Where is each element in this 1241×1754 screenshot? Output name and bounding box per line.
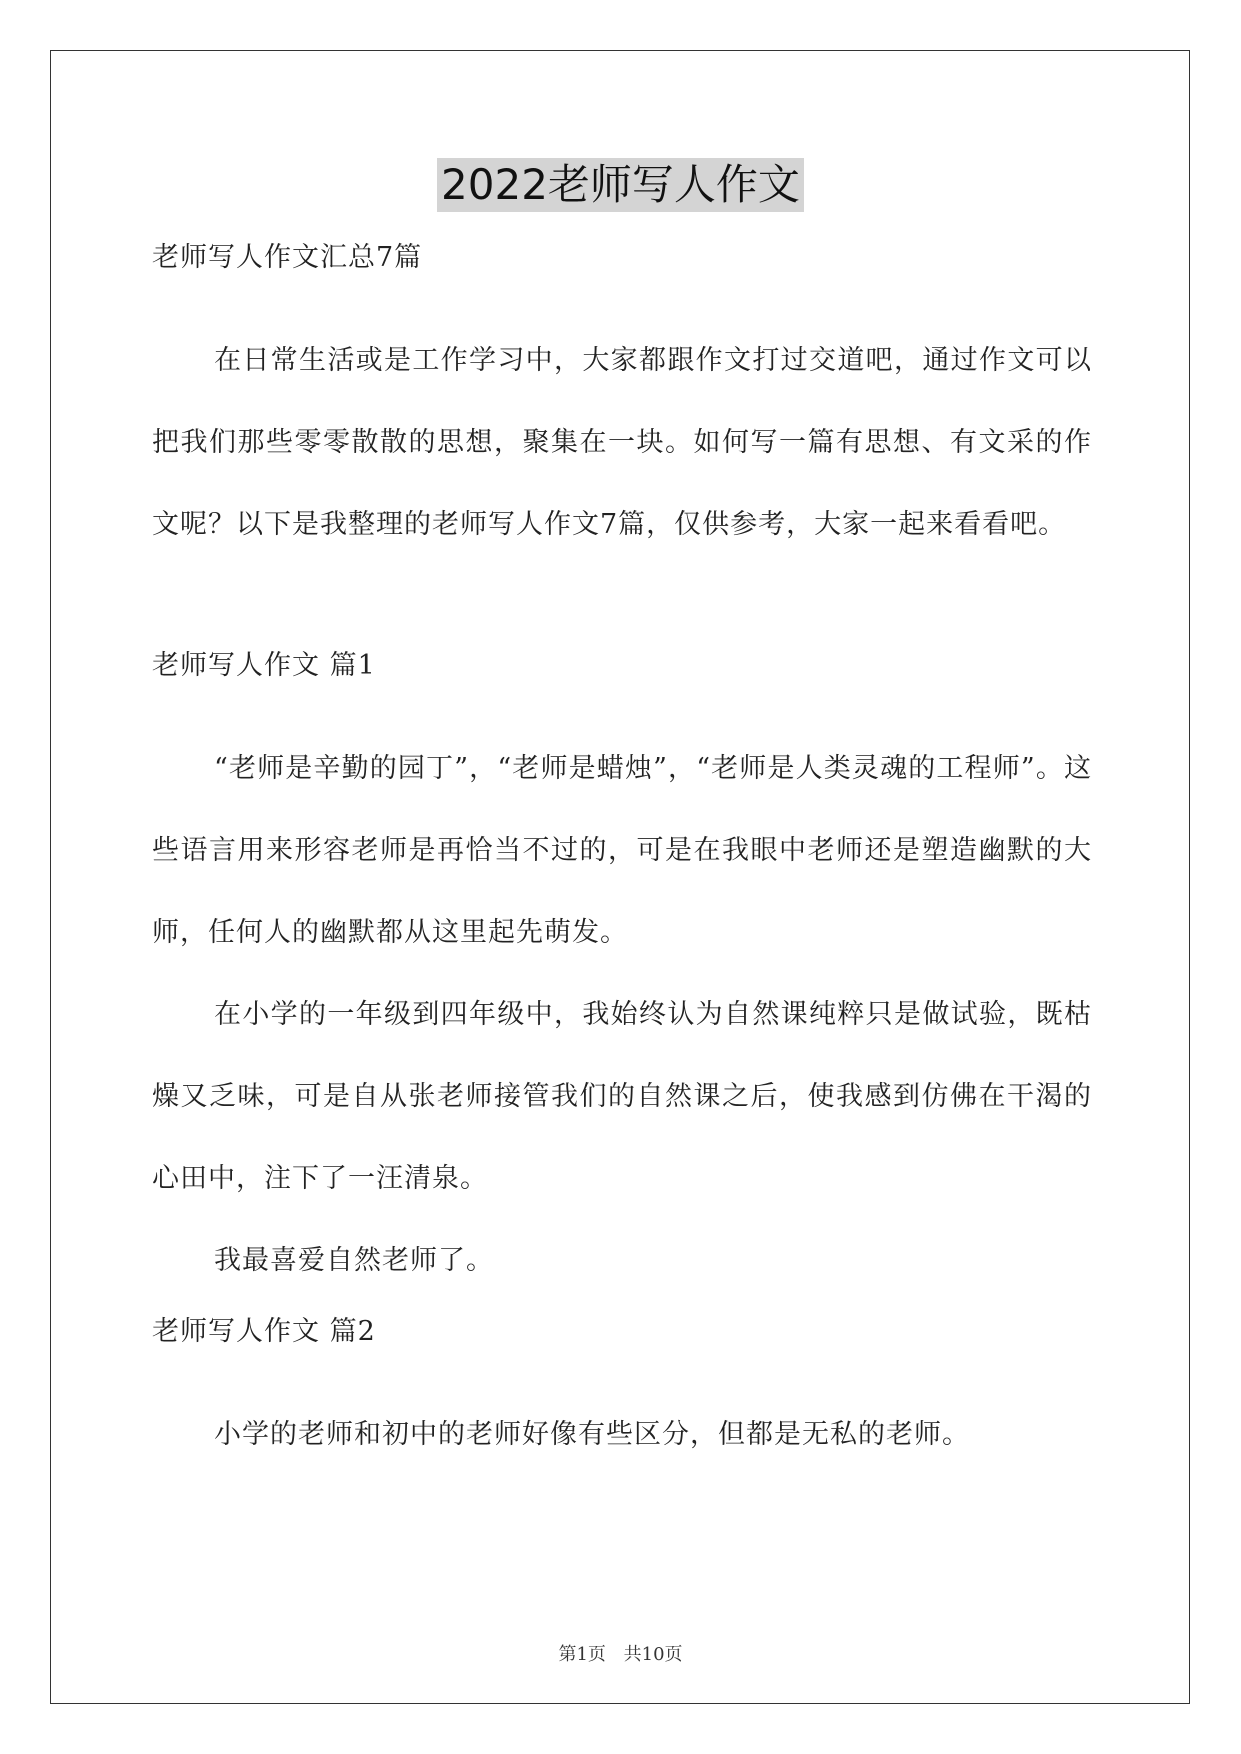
page-number: 第1页 <box>558 1644 606 1665</box>
document-body <box>152 238 1092 1476</box>
document-title: 2022老师写人作文 <box>437 158 804 212</box>
section-2-paragraph-1: 小学的老师和初中的老师好像有些区分，但都是无私的老师。 <box>214 1419 970 1450</box>
section-heading-2: 老师写人作文 篇2 <box>152 1316 376 1347</box>
section-1-paragraph-1: “老师是辛勤的园丁”，“老师是蜡烛”，“老师是人类灵魂的工程师”。这些语言用来形容老师是再恰当不过的，可是在我眼中老师还是塑造幽默的大师，任何人的幽默都从这里起先萌发。 <box>152 753 1092 948</box>
intro-paragraph: 在日常生活或是工作学习中，大家都跟作文打过交道吧，通过作文可以把我们那些零零散散的思想，聚集在一块。如何写一篇有思想、有文采的作文呢？以下是我整理的老师写人作文7篇，仅供参考，大家一起来看看吧。 <box>152 345 1092 540</box>
section-1-paragraph-3: 我最喜爱自然老师了。 <box>214 1245 494 1276</box>
section-heading-1: 老师写人作文 篇1 <box>152 650 376 681</box>
page-footer <box>0 1640 1241 1666</box>
document-subtitle: 老师写人作文汇总7篇 <box>152 242 423 273</box>
section-1-paragraph-2: 在小学的一年级到四年级中，我始终认为自然课纯粹只是做试验，既枯燥又乏味，可是自从张老师接管我们的自然课之后，使我感到仿佛在干渴的心田中，注下了一汪清泉。 <box>152 999 1092 1194</box>
title-wrap <box>0 158 1241 212</box>
page-total: 共10页 <box>623 1644 683 1665</box>
